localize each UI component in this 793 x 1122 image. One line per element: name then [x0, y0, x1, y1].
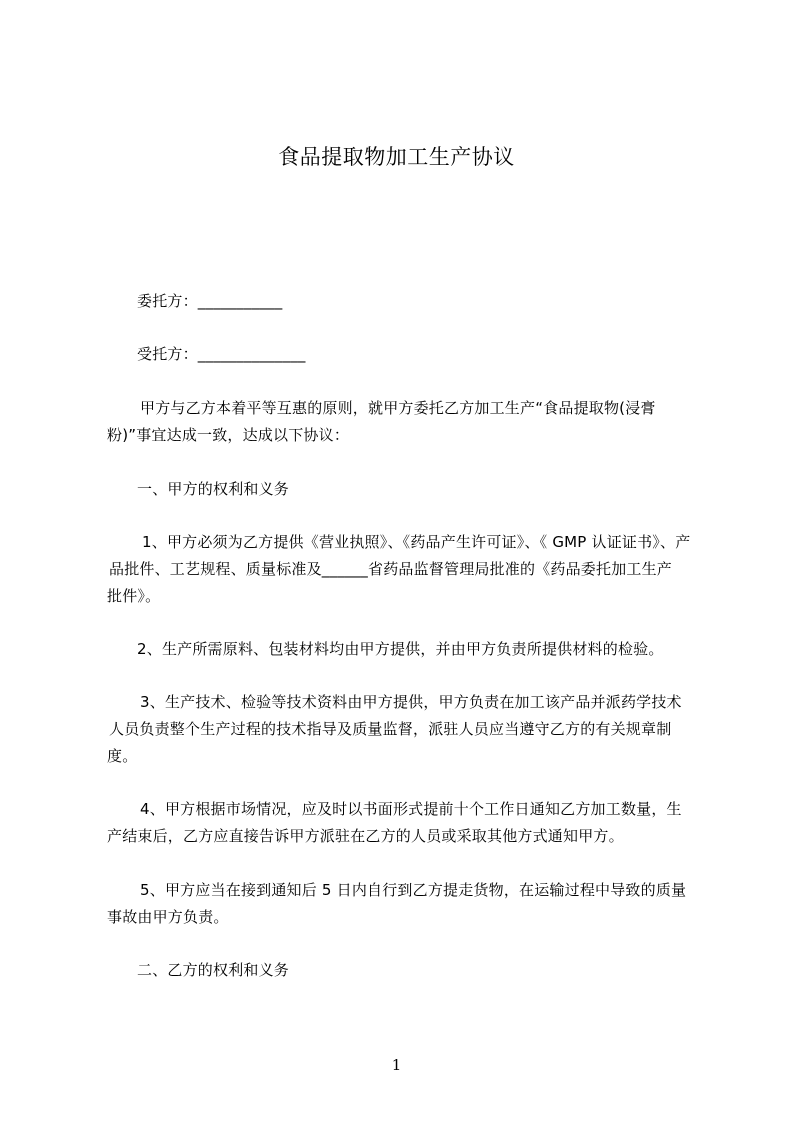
clause-5-line-2: 事故由甲方负责。 [107, 908, 229, 926]
clause-3-line-2: 人员负责整个生产过程的技术指导及质量监督，派驻人员应当遵守乙方的有关规章制 [109, 720, 672, 738]
clause-4-line-1: 4、甲方根据市场情况，应及时以书面形式提前十个工作日通知乙方加工数量，生 [140, 800, 682, 818]
party-b-line: 受托方：______________ [137, 345, 306, 363]
clause-4-line-2: 产结束后，乙方应直接告诉甲方派驻在乙方的人员或采取其他方式通知甲方。 [107, 827, 624, 845]
clause-3-line-1: 3、生产技术、检验等技术资料由甲方提供，甲方负责在加工该产品并派药学技术 [140, 693, 682, 711]
document-title: 食品提取物加工生产协议 [278, 145, 515, 169]
clause-5-line-1: 5、甲方应当在接到通知后 5 日内自行到乙方提走货物，在运输过程中导致的质量 [140, 881, 687, 899]
clause-3-line-3: 度。 [107, 747, 138, 765]
clause-1-line-1: 1、甲方必须为乙方提供《营业执照》、《药品产生许可证》、《 GMP 认证证书》、产 [142, 533, 691, 551]
section-2-heading: 二、乙方的权利和义务 [137, 961, 290, 979]
clause-1-line-3: 批件》。 [107, 587, 161, 605]
intro-line-2: 粉)”事宜达成一致，达成以下协议： [107, 426, 350, 444]
intro-line-1: 甲方与乙方本着平等互惠的原则，就甲方委托乙方加工生产“食品提取物(浸膏 [140, 399, 656, 417]
clause-1-line-2: 品批件、工艺规程、质量标准及______省药品监督管理局批准的《药品委托加工生产 [109, 560, 673, 578]
clause-2-line-1: 2、生产所需原料、包装材料均由甲方提供，并由甲方负责所提供材料的检验。 [137, 640, 664, 658]
party-a-line: 委托方：___________ [137, 292, 283, 310]
section-1-heading: 一、甲方的权利和义务 [137, 480, 290, 498]
page-number: 1 [391, 1056, 402, 1074]
